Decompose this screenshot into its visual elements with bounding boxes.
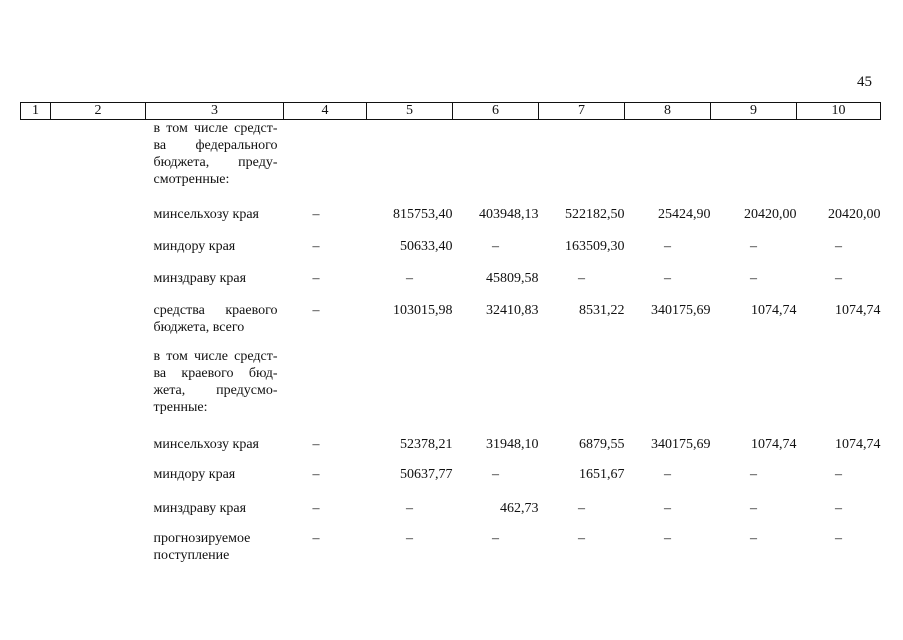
column-header-10: 10 — [797, 103, 881, 120]
column-header-5: 5 — [367, 103, 453, 120]
row-label: в том числе средст-ва краевого бюд-жета, предусмо-тренные: — [153, 348, 278, 415]
value-cell-col10: – — [835, 270, 842, 286]
value-cell-col8 — [625, 120, 711, 206]
budget-table — [20, 102, 881, 568]
value-cell-col4: – — [312, 238, 320, 254]
value-cell-col10: – — [835, 500, 842, 516]
value-cell-col5: 52378,21 — [400, 436, 453, 452]
value-cell-col5: – — [406, 270, 413, 286]
row-label: миндору края — [153, 466, 236, 482]
value-cell-col10: 1074,74 — [835, 302, 881, 318]
value-cell-col6: – — [492, 530, 499, 546]
value-cell-col5: 815753,40 — [393, 206, 453, 222]
value-cell-col9: – — [750, 238, 757, 254]
row-label: в том числе средст-ва федерального бюджета, преду-смотренные: — [153, 121, 278, 187]
empty-cell — [21, 348, 51, 436]
column-header-4: 4 — [284, 103, 367, 120]
table-row — [21, 348, 881, 436]
value-cell-col10: 1074,74 — [835, 436, 881, 452]
empty-cell — [51, 530, 146, 568]
value-cell-col5: 50633,40 — [400, 238, 453, 254]
column-header-3: 3 — [146, 103, 284, 120]
value-cell-col10: 20420,00 — [828, 206, 881, 222]
value-cell-col4: – — [312, 466, 320, 482]
column-header-1: 1 — [21, 103, 51, 120]
value-cell-col4: – — [312, 530, 320, 546]
value-cell-col8: – — [664, 270, 671, 286]
empty-cell — [51, 270, 146, 302]
value-cell-col7: 1651,67 — [579, 466, 625, 482]
value-cell-col10: – — [835, 530, 842, 546]
value-cell-col5 — [367, 120, 453, 206]
value-cell-col9: 20420,00 — [744, 206, 797, 222]
empty-cell — [51, 206, 146, 238]
value-cell-col4 — [284, 120, 367, 206]
value-cell-col8: 25424,90 — [658, 206, 711, 222]
value-cell-col7 — [539, 120, 625, 206]
value-cell-col9 — [711, 120, 797, 206]
value-cell-col4: – — [312, 206, 320, 222]
value-cell-col8: – — [664, 500, 671, 516]
value-cell-col7: 163509,30 — [565, 238, 625, 254]
value-cell-col9: – — [750, 466, 757, 482]
value-cell-col9: 1074,74 — [751, 436, 797, 452]
value-cell-col5: – — [406, 530, 413, 546]
empty-cell — [51, 500, 146, 530]
value-cell-col4: – — [312, 302, 320, 318]
value-cell-col6 — [453, 120, 539, 206]
column-header-6: 6 — [453, 103, 539, 120]
value-cell-col6: 45809,58 — [486, 270, 539, 286]
row-label: минздраву края — [153, 500, 247, 516]
value-cell-col9: – — [750, 530, 757, 546]
table-row — [21, 436, 881, 466]
empty-cell — [21, 530, 51, 568]
value-cell-col9 — [711, 348, 797, 436]
value-cell-col6: – — [492, 238, 499, 254]
empty-cell — [21, 270, 51, 302]
value-cell-col4: – — [312, 500, 320, 516]
table-row — [21, 466, 881, 500]
value-cell-col6: – — [492, 466, 499, 482]
empty-cell — [51, 238, 146, 270]
value-cell-col10: – — [835, 238, 842, 254]
header-row — [21, 103, 881, 120]
value-cell-col5: – — [406, 500, 413, 516]
value-cell-col9: – — [750, 270, 757, 286]
value-cell-col10 — [797, 348, 881, 436]
value-cell-col4: – — [312, 436, 320, 452]
value-cell-col9: – — [750, 500, 757, 516]
value-cell-col7: 6879,55 — [579, 436, 625, 452]
value-cell-col6: 32410,83 — [486, 302, 539, 318]
empty-cell — [21, 302, 51, 348]
empty-cell — [21, 466, 51, 500]
value-cell-col10: – — [835, 466, 842, 482]
page-number: 45 — [857, 74, 872, 90]
table-row — [21, 500, 881, 530]
value-cell-col7: – — [578, 270, 585, 286]
value-cell-col8: – — [664, 238, 671, 254]
row-label: минсельхозу края — [153, 436, 259, 452]
value-cell-col6: 403948,13 — [479, 206, 539, 222]
value-cell-col8: 340175,69 — [651, 302, 711, 318]
value-cell-col4 — [284, 348, 367, 436]
value-cell-col10 — [797, 120, 881, 206]
value-cell-col5: 50637,77 — [400, 466, 453, 482]
empty-cell — [21, 500, 51, 530]
value-cell-col6: 31948,10 — [486, 436, 539, 452]
value-cell-col7: 522182,50 — [565, 206, 625, 222]
empty-cell — [51, 348, 146, 436]
value-cell-col9: 1074,74 — [751, 302, 797, 318]
empty-cell — [21, 436, 51, 466]
value-cell-col4: – — [312, 270, 320, 286]
value-cell-col5 — [367, 348, 453, 436]
value-cell-col7: 8531,22 — [579, 302, 625, 318]
table-row — [21, 238, 881, 270]
table-row — [21, 530, 881, 568]
value-cell-col8: – — [664, 466, 671, 482]
value-cell-col8: 340175,69 — [651, 436, 711, 452]
row-label: средства краевого бюджета, всего — [153, 302, 278, 335]
row-label: прогнозируемое поступление — [153, 530, 251, 563]
row-label: минздраву края — [153, 270, 247, 286]
row-label: минсельхозу края — [153, 206, 259, 222]
value-cell-col7: – — [578, 500, 585, 516]
empty-cell — [21, 206, 51, 238]
empty-cell — [51, 436, 146, 466]
value-cell-col6: 462,73 — [500, 500, 539, 516]
column-header-9: 9 — [711, 103, 797, 120]
value-cell-col5: 103015,98 — [393, 302, 453, 318]
row-label: миндору края — [153, 238, 236, 254]
column-header-8: 8 — [625, 103, 711, 120]
empty-cell — [51, 120, 146, 206]
empty-cell — [21, 238, 51, 270]
value-cell-col7: – — [578, 530, 585, 546]
table-row — [21, 206, 881, 238]
table-row — [21, 270, 881, 302]
table-row — [21, 120, 881, 206]
column-header-2: 2 — [51, 103, 146, 120]
value-cell-col6 — [453, 348, 539, 436]
value-cell-col8 — [625, 348, 711, 436]
empty-cell — [21, 120, 51, 206]
value-cell-col8: – — [664, 530, 671, 546]
empty-cell — [51, 466, 146, 500]
value-cell-col7 — [539, 348, 625, 436]
table-row — [21, 302, 881, 348]
empty-cell — [51, 302, 146, 348]
column-header-7: 7 — [539, 103, 625, 120]
